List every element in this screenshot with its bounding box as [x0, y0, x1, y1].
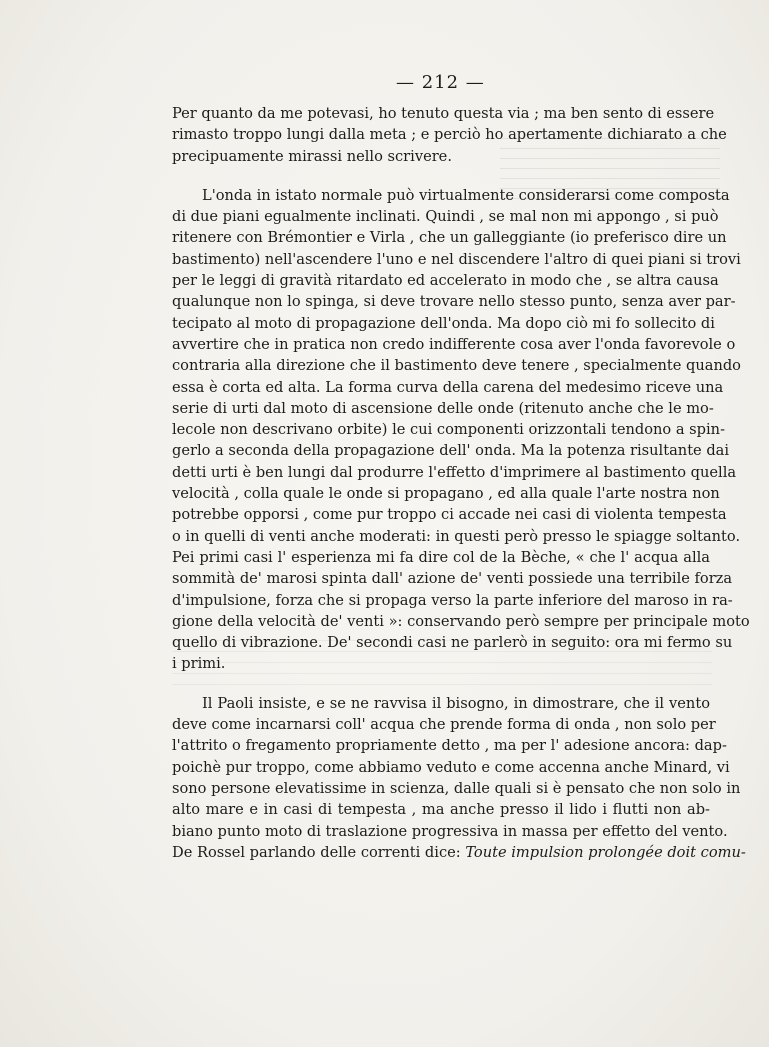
text-line: detti urti è ben lungi dal produrre l'effetto d'imprimere al bastimento quella — [172, 463, 737, 481]
text-line: qualunque non lo spinga, si deve trovare nello stesso punto, senza aver par- — [172, 293, 736, 311]
text-line: potrebbe opporsi , come pur troppo ci accade nei casi di violenta tempesta — [172, 506, 727, 524]
text-line-final — [172, 842, 746, 863]
text-line: biano punto moto di traslazione progressiva in massa per effetto del vento. — [172, 822, 728, 840]
text-line: Per quanto da me potevasi, ho tenuto questa via ; ma ben sento di essere — [172, 105, 715, 122]
page-number: — 212 — — [396, 72, 485, 93]
text-line: ritenere con Brémontier e Virla , che un galleggiante (io preferisco dire un — [172, 229, 727, 247]
text-line: alto mare e in casi di tempesta , ma anche presso il lido i flutti non ab- — [172, 801, 710, 819]
text-line: rimasto troppo lungi dalla meta ; e perciò ho apertamente dichiarato a che — [172, 126, 727, 144]
text-line: contraria alla direzione che il bastimento deve tenere , specialmente quando — [172, 357, 741, 375]
text-line: per le leggi di gravità ritardato ed accelerato in modo che , se altra causa — [172, 272, 719, 290]
text-line: o in quelli di venti anche moderati: in questi però presso le spiagge soltanto. — [172, 527, 741, 545]
text-line: poichè pur troppo, come abbiamo veduto e come accenna anche Minard, vi — [172, 758, 730, 776]
text-line: sommità de' marosi spinta dall' azione de' venti possiede una terribile forza — [172, 570, 733, 588]
final-line-italic: Toute impulsion prolongée doit comu- — [465, 843, 746, 861]
text-line: velocità , colla quale le onde si propagano , ed alla quale l'arte nostra non — [172, 485, 720, 503]
text-line: i primi. — [172, 655, 226, 673]
final-line-roman: De Rossel parlando delle correnti dice: — [172, 843, 466, 861]
text-line: gione della velocità de' venti »: conservando però sempre per principale moto — [172, 612, 750, 630]
text-line: d'impulsione, forza che si propaga verso la parte inferiore del maroso in ra- — [172, 591, 733, 609]
text-line: tecipato al moto di propagazione dell'onda. Ma dopo ciò mi fo sollecito di — [172, 314, 715, 332]
text-line: Il Paoli insiste, e se ne ravvisa il bisogno, in dimostrare, che il vento — [202, 694, 710, 712]
text-line: sono persone elevatissime in scienza, dalle quali si è pensato che non solo in — [172, 779, 741, 797]
text-line: Pei primi casi l' esperienza mi fa dire col de la Bèche, « che l' acqua alla — [172, 548, 710, 566]
paragraph-gap — [172, 167, 710, 185]
text-line: serie di urti dal moto di ascensione delle onde (ritenuto anche che le mo- — [172, 399, 714, 417]
paragraph-gap — [172, 675, 710, 693]
text-line: deve come incarnarsi coll' acqua che prende forma di onda , non solo per — [172, 716, 716, 734]
text-line: gerlo a seconda della propagazione dell' onda. Ma la potenza risultante dai — [172, 442, 730, 460]
text-line: di due piani egualmente inclinati. Quindi , se mal non mi appongo , si può — [172, 208, 719, 226]
text-line: precipuamente mirassi nello scrivere. — [172, 147, 452, 165]
text-line: bastimento) nell'ascendere l'uno e nel discendere l'altro di quei piani si trovi — [172, 250, 741, 268]
text-line: essa è corta ed alta. La forma curva della carena del medesimo riceve una — [172, 378, 724, 396]
text-line: l'attrito o fregamento propriamente detto , ma per l' adesione ancora: dap- — [172, 737, 727, 755]
text-line: quello di vibrazione. De' secondi casi ne parlerò in seguito: ora mi fermo su — [172, 634, 733, 652]
text-line: avvertire che in pratica non credo indifferente cosa aver l'onda favorevole o — [172, 335, 736, 353]
text-line: lecole non descrivano orbite) le cui componenti orizzontali tendono a spin- — [172, 421, 725, 439]
body-text — [172, 103, 750, 863]
text-line: L'onda in istato normale può virtualmente considerarsi come composta — [202, 186, 730, 204]
